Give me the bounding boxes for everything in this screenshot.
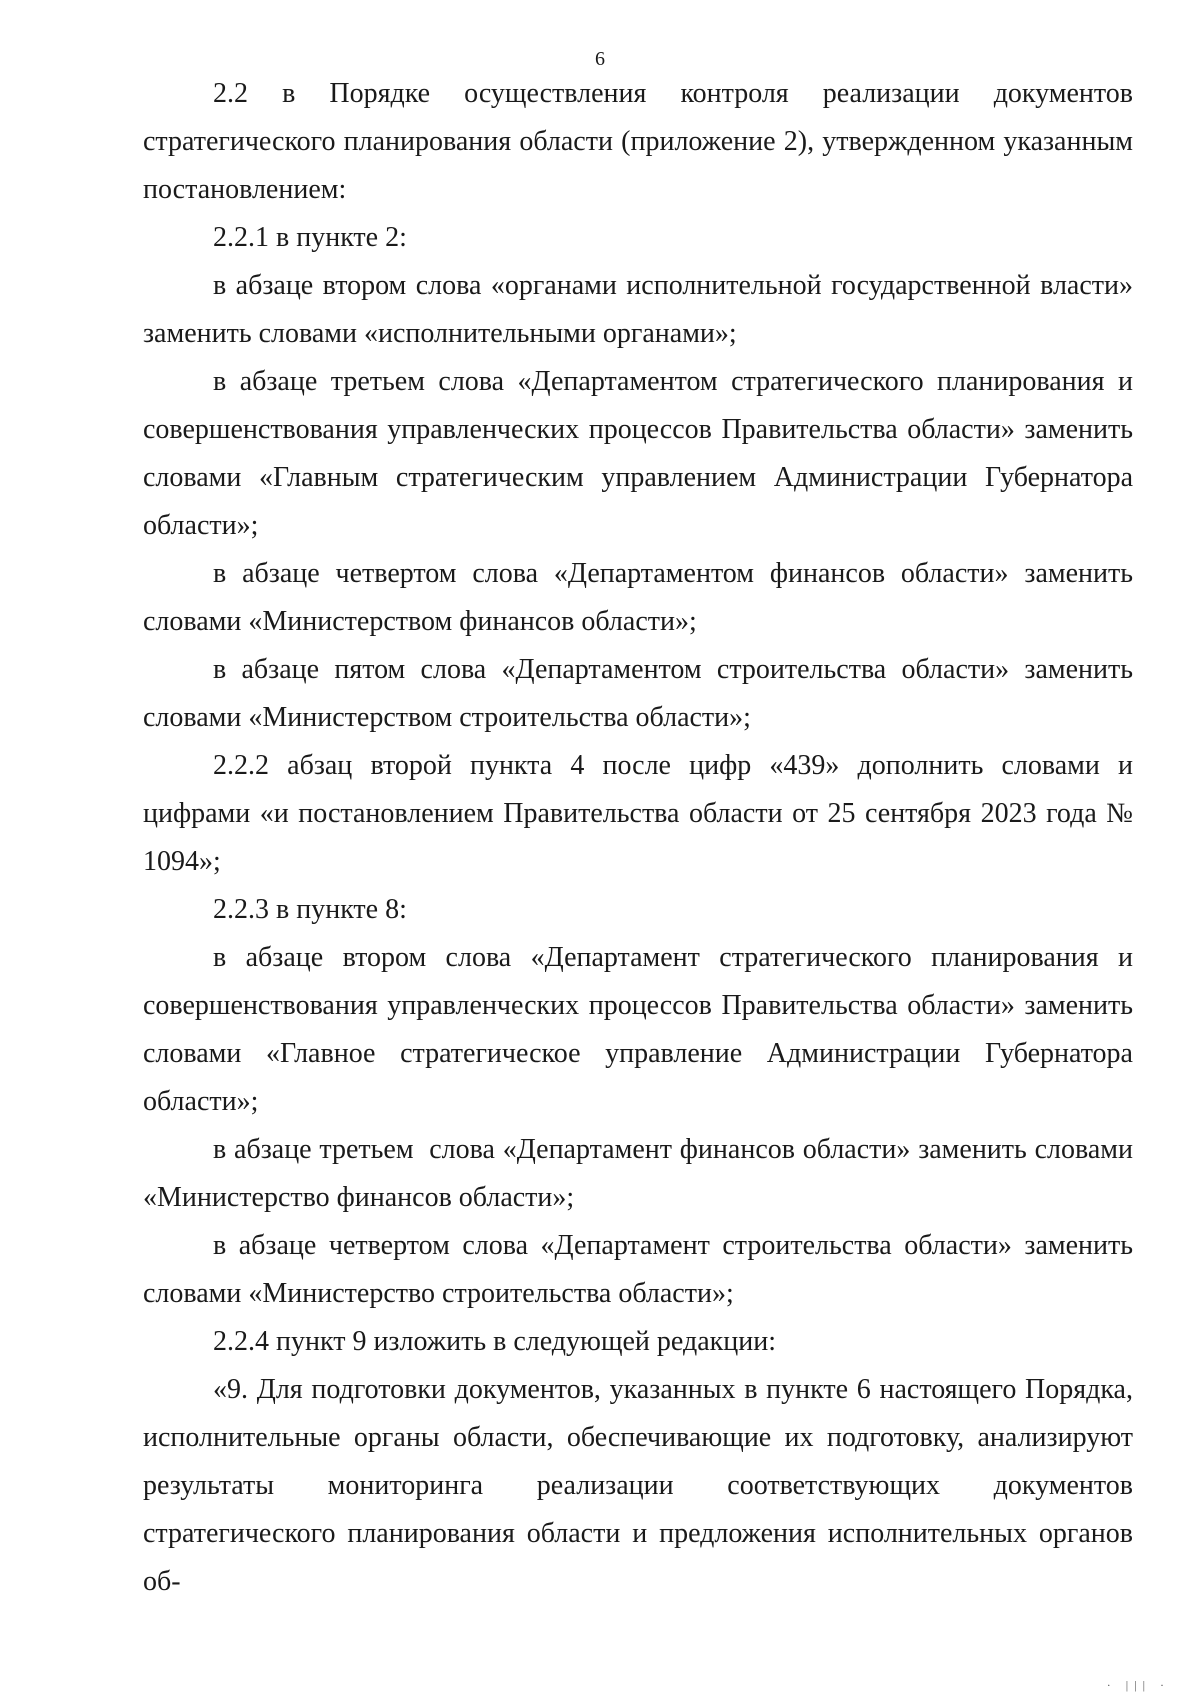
paragraph-2-2-1: 2.2.1 в пункте 2: [213,222,407,253]
paragraph-2-2-3: 2.2.3 в пункте 8: [213,894,407,925]
paragraph-2-2: 2.2 в Порядке осуществления контроля реализации документов стратегического планирования области (приложение 2), утвержденном указанным постановлением: [143,78,1140,205]
paragraph-2-2-4: 2.2.4 пункт 9 изложить в следующей редакции: [213,1326,776,1357]
paragraph-point-9: «9. Для подготовки документов, указанных в пункте 6 настоящего Порядка, исполнительные органы области, обеспечивающие их подготовку, анализируют результаты мониторинга реализации соответствующих документов стратегического планирования области и предложения исполнительных органов об- [143,1374,1140,1597]
paragraph-2-2-3-abzac-2: в абзаце втором слова «Департамент стратегического планирования и совершенствования управленческих процессов Правительства области» заменить словами «Главное стратегическое управление Администрации Губернатора области»; [143,942,1140,1117]
paragraph-abzac-3: в абзаце третьем слова «Департаментом стратегического планирования и совершенствования управленческих процессов Правительства области» заменить словами «Главным стратегическим управлением Администрации Губернатора области»; [143,366,1140,541]
page-number: 6 [595,48,605,70]
paragraph-2-2-3-abzac-4: в абзаце четвертом слова «Департамент строительства области» заменить словами «Министерство строительства области»; [143,1230,1140,1309]
paragraph-abzac-5: в абзаце пятом слова «Департаментом строительства области» заменить словами «Министерством строительства области»; [143,654,1140,733]
paragraph-2-2-3-abzac-3: в абзаце третьем слова «Департамент финансов области» заменить словами «Министерство финансов области»; [143,1134,1140,1213]
document-body [143,70,1140,1606]
paragraph-abzac-2: в абзаце втором слова «органами исполнительной государственной власти» заменить словами «исполнительными органами»; [143,270,1140,349]
paragraph-2-2-2: 2.2.2 абзац второй пункта 4 после цифр «439» дополнить словами и цифрами «и постановлением Правительства области от 25 сентября 2023 года № 1094»; [143,750,1140,877]
paragraph-abzac-4: в абзаце четвертом слова «Департаментом финансов области» заменить словами «Министерством финансов области»; [143,558,1140,637]
scan-artifact: · ||| · [1106,1678,1170,1692]
